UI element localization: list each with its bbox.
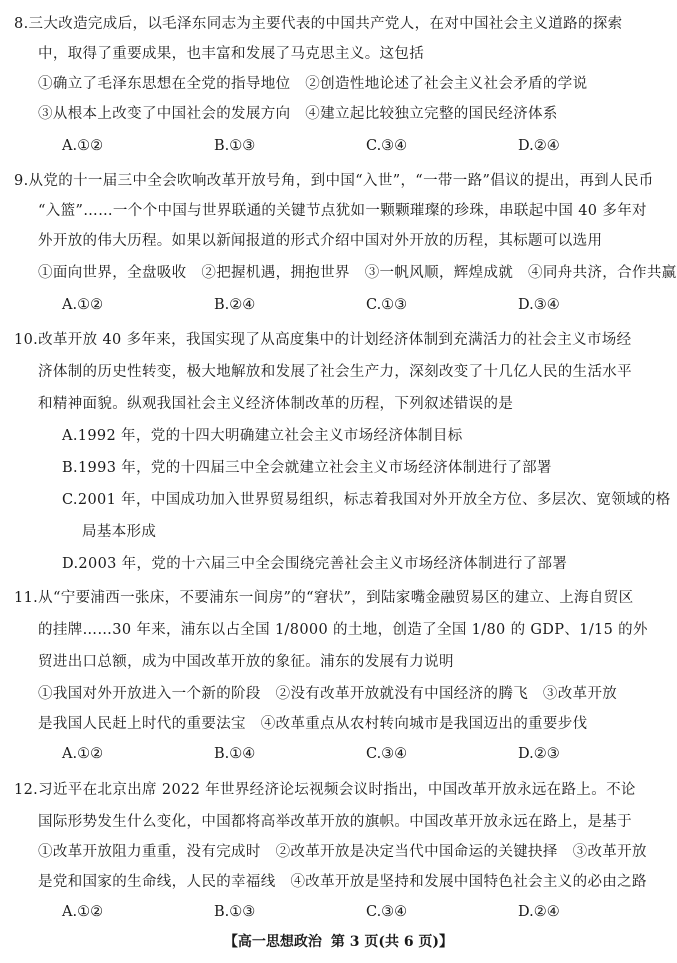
question-8-option-b: B.①③ <box>214 138 256 154</box>
question-11-statement-line: ①我国对外开放进入一个新的阶段 ②没有改革开放就没有中国经济的腾飞 ③改革开放 <box>38 686 618 702</box>
question-8-stem-line: 中，取得了重要成果，也丰富和发展了马克思主义。这包括 <box>38 46 425 62</box>
question-10-choice-a: A.1992 年，党的十四大明确建立社会主义市场经济体制目标 <box>62 428 463 444</box>
question-10-choice-d: D.2003 年，党的十六届三中全会围绕完善社会主义市场经济体制进行了部署 <box>62 556 568 572</box>
question-10-choice-c-continued: 局基本形成 <box>82 524 157 540</box>
question-12-option-c: C.③④ <box>366 904 408 920</box>
question-9-stem-line: “入篮”……一个个中国与世界联通的关键节点犹如一颗颗璀璨的珍珠，串联起中国 40 多年对 <box>38 203 647 219</box>
question-12-statement-line: ①改革开放阻力重重，没有完成时 ②改革开放是决定当代中国命运的关键抉择 ③改革开放 <box>38 844 647 860</box>
question-9-statement-line: ①面向世界，全盘吸收 ②把握机遇，拥抱世界 ③一帆风顺，辉煌成就 ④同舟共济，合作共赢 <box>38 265 677 281</box>
question-12-stem-line: 12.习近平在北京出席 2022 年世界经济论坛视频会议时指出，中国改革开放永远在路上。不论 <box>14 782 636 798</box>
question-9-option-b: B.②④ <box>214 297 256 313</box>
question-11-stem-line: 11.从“宁要浦西一张床，不要浦东一间房”的“窘状”，到陆家嘴金融贸易区的建立、上海自贸区 <box>14 590 634 606</box>
question-12-option-a: A.①② <box>62 904 104 920</box>
question-8-option-a: A.①② <box>62 138 104 154</box>
footer-subject-title: 【高一思想政治 <box>223 934 322 950</box>
question-9-stem-line: 9.从党的十一届三中全会吹响改革开放号角，到中国“入世”，“一带一路”倡议的提出，再到人民币 <box>14 173 654 189</box>
question-9-option-a: A.①② <box>62 297 104 313</box>
question-9-option-c: C.①③ <box>366 297 408 313</box>
page-footer <box>0 932 677 952</box>
question-11-option-c: C.③④ <box>366 746 408 762</box>
question-10-stem-line: 和精神面貌。纵观我国社会主义经济体制改革的历程，下列叙述错误的是 <box>38 396 514 412</box>
question-12-stem-line: 国际形势发生什么变化，中国都将高举改革开放的旗帜。中国改革开放永远在路上，是基于 <box>38 814 632 830</box>
question-10-stem-line: 济体制的历史性转变，极大地解放和发展了社会生产力，深刻改变了十几亿人民的生活水平 <box>38 364 632 380</box>
question-11-option-b: B.①④ <box>214 746 256 762</box>
question-12-statement-line: 是党和国家的生命线，人民的幸福线 ④改革开放是坚持和发展中国特色社会主义的必由之路 <box>38 874 647 890</box>
question-10-choice-b: B.1993 年，党的十四届三中全会就建立社会主义市场经济体制进行了部署 <box>62 460 552 476</box>
question-8-option-d: D.②④ <box>518 138 560 154</box>
question-9-stem-line: 外开放的伟大历程。如果以新闻报道的形式介绍中国对外开放的历程，其标题可以选用 <box>38 233 603 249</box>
question-11-option-a: A.①② <box>62 746 104 762</box>
question-11-stem-line: 贸进出口总额，成为中国改革开放的象征。浦东的发展有力说明 <box>38 654 454 670</box>
footer-page-number: 第 3 页(共 6 页)】 <box>330 934 454 950</box>
question-9-option-d: D.③④ <box>518 297 560 313</box>
question-8-statement-line: ③从根本上改变了中国社会的发展方向 ④建立起比较独立完整的国民经济体系 <box>38 106 558 122</box>
question-10-choice-c: C.2001 年，中国成功加入世界贸易组织，标志着我国对外开放全方位、多层次、宽领域的格 <box>62 492 671 508</box>
question-11-stem-line: 的挂牌……30 年来，浦东以占全国 1/8000 的土地，创造了全国 1/80 的 GDP、1/15 的外 <box>38 622 648 638</box>
question-12-option-d: D.②④ <box>518 904 560 920</box>
question-8-option-c: C.③④ <box>366 138 408 154</box>
question-10-stem-line: 10.改革开放 40 多年来，我国实现了从高度集中的计划经济体制到充满活力的社会主义市场经 <box>14 332 632 348</box>
question-8-stem-line: 8.三大改造完成后，以毛泽东同志为主要代表的中国共产党人，在对中国社会主义道路的探索 <box>14 16 623 32</box>
question-11-statement-line: 是我国人民赶上时代的重要法宝 ④改革重点从农村转向城市是我国迈出的重要步伐 <box>38 716 588 732</box>
question-11-option-d: D.②③ <box>518 746 560 762</box>
question-8-statement-line: ①确立了毛泽东思想在全党的指导地位 ②创造性地论述了社会主义社会矛盾的学说 <box>38 76 588 92</box>
question-12-option-b: B.①③ <box>214 904 256 920</box>
